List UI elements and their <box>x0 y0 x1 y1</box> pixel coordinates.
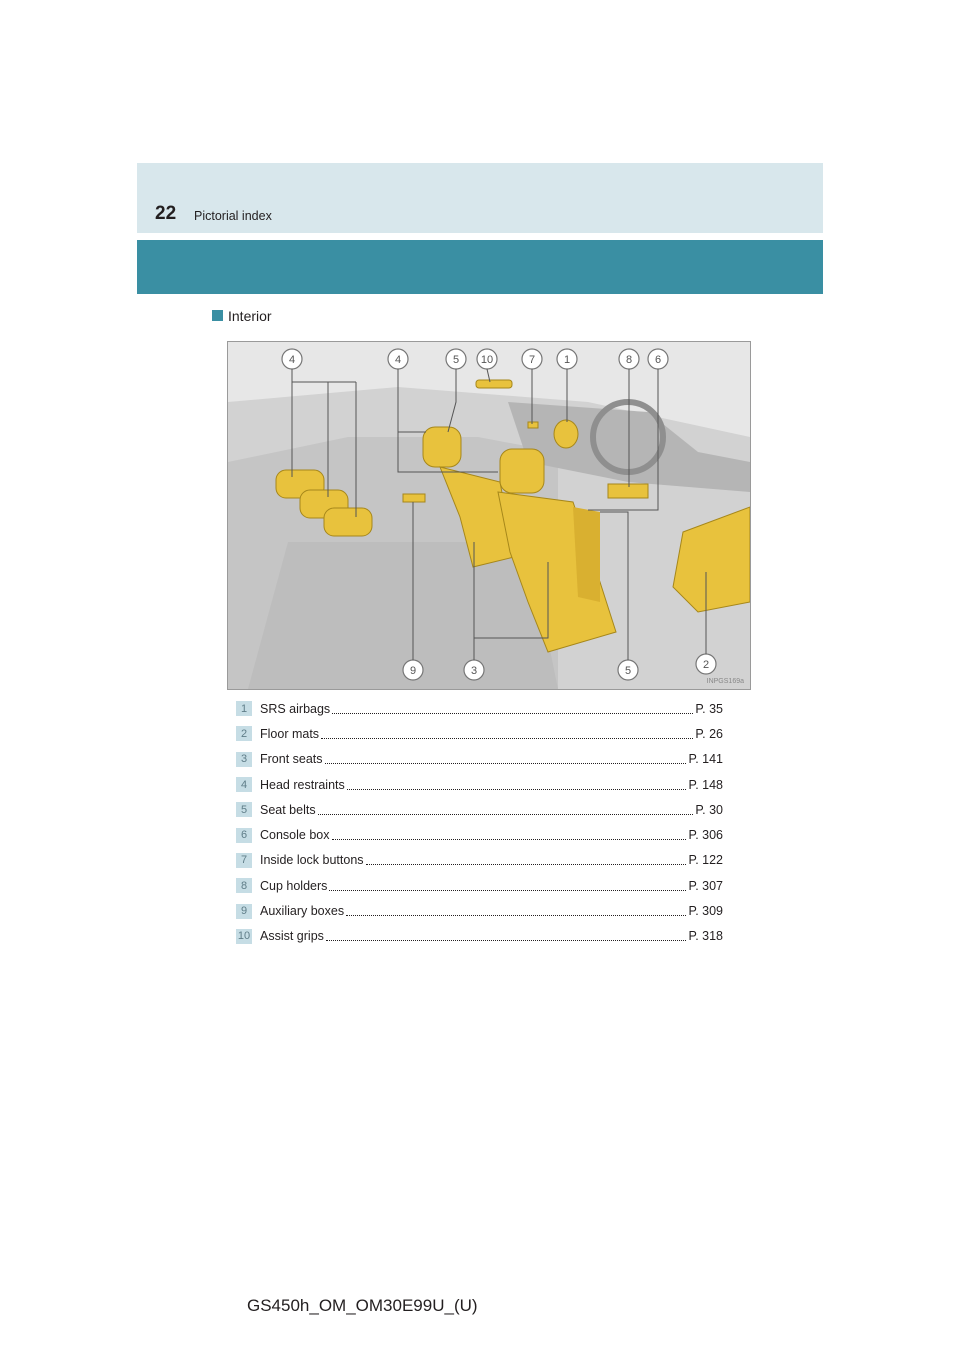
interior-illustration <box>227 341 751 690</box>
item-page-ref[interactable]: P. 30 <box>695 802 723 817</box>
callout-6: 6 <box>654 354 662 366</box>
leader-dots <box>329 889 686 891</box>
item-number: 1 <box>236 701 252 716</box>
item-number: 8 <box>236 878 252 893</box>
callout-4a: 4 <box>288 354 296 366</box>
figure-code: INPGS169a <box>706 678 744 685</box>
list-item <box>236 873 723 898</box>
item-number: 3 <box>236 752 252 767</box>
leader-dots <box>366 863 687 865</box>
item-label: Front seats <box>260 752 323 767</box>
list-item <box>236 822 723 847</box>
callout-3: 3 <box>470 665 478 677</box>
item-label: SRS airbags <box>260 701 331 716</box>
item-number: 5 <box>236 802 252 817</box>
callout-10: 10 <box>480 354 494 366</box>
item-number: 10 <box>237 930 251 943</box>
callout-9: 9 <box>409 665 417 677</box>
item-page-ref[interactable]: P. 306 <box>688 828 723 843</box>
list-item <box>236 721 723 746</box>
callout-1: 1 <box>563 354 571 366</box>
callout-5a: 5 <box>452 354 460 366</box>
callout-4b: 4 <box>394 354 402 366</box>
leader-dots <box>332 838 687 840</box>
item-number: 6 <box>236 828 252 843</box>
callout-8: 8 <box>625 354 633 366</box>
interior-drawing <box>228 342 750 689</box>
item-label: Assist grips <box>260 929 324 944</box>
item-label: Cup holders <box>260 878 328 893</box>
list-item <box>236 898 723 923</box>
item-page-ref[interactable]: P. 35 <box>695 701 723 716</box>
item-page-ref[interactable]: P. 318 <box>688 929 723 944</box>
leader-dots <box>347 788 687 790</box>
callout-7: 7 <box>528 354 536 366</box>
item-page-ref[interactable]: P. 309 <box>688 904 723 919</box>
item-label: Console box <box>260 828 330 843</box>
item-number: 9 <box>236 904 252 919</box>
leader-dots <box>326 939 687 941</box>
list-item <box>236 797 723 822</box>
item-label: Head restraints <box>260 777 345 792</box>
callout-2: 2 <box>702 659 710 671</box>
item-label: Auxiliary boxes <box>260 904 345 919</box>
leader-dots <box>346 914 686 916</box>
square-bullet-icon <box>212 310 223 321</box>
item-page-ref[interactable]: P. 122 <box>688 853 723 868</box>
item-label: Seat belts <box>260 802 316 817</box>
list-item <box>236 772 723 797</box>
item-number: 4 <box>236 777 252 792</box>
callout-5b: 5 <box>624 665 632 677</box>
list-item <box>236 924 723 949</box>
section-heading <box>212 308 272 324</box>
header-title: Pictorial index <box>194 209 272 223</box>
leader-dots <box>321 737 693 739</box>
item-page-ref[interactable]: P. 141 <box>688 752 723 767</box>
section-title: Interior <box>228 308 272 324</box>
header-band <box>137 240 823 294</box>
item-page-ref[interactable]: P. 26 <box>695 726 723 741</box>
item-page-ref[interactable]: P. 307 <box>688 878 723 893</box>
list-item <box>236 696 723 721</box>
item-number: 7 <box>236 853 252 868</box>
item-number: 2 <box>236 726 252 741</box>
item-label: Floor mats <box>260 726 320 741</box>
item-page-ref[interactable]: P. 148 <box>688 777 723 792</box>
leader-dots <box>332 712 693 714</box>
list-item <box>236 747 723 772</box>
page-number: 22 <box>155 203 177 224</box>
footer-code: GS450h_OM_OM30E99U_(U) <box>247 1296 478 1315</box>
item-label: Inside lock buttons <box>260 853 364 868</box>
item-list <box>236 696 723 949</box>
leader-dots <box>325 762 687 764</box>
list-item <box>236 848 723 873</box>
leader-dots <box>318 813 694 815</box>
